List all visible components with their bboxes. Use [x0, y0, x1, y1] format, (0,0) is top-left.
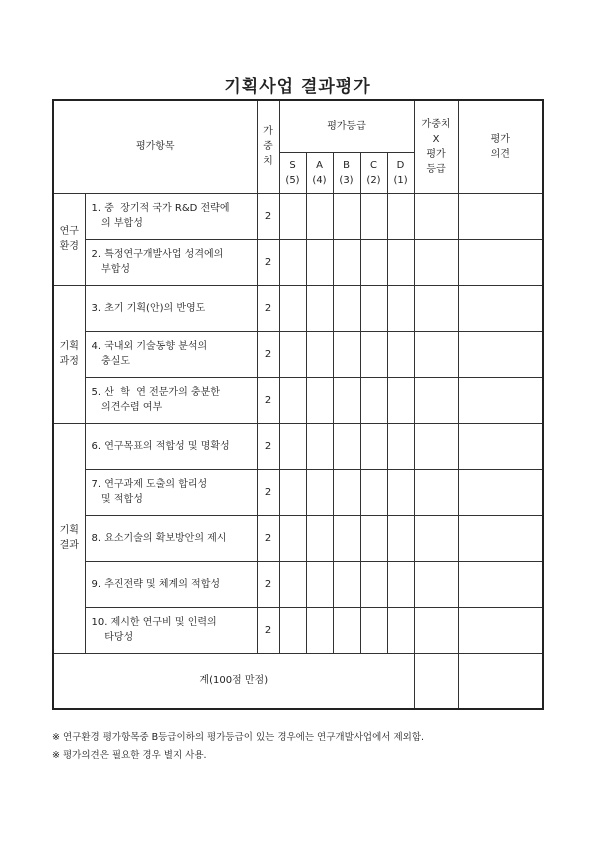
table-row — [53, 607, 543, 653]
weighted-grade-cell[interactable] — [414, 607, 458, 653]
table-row — [53, 515, 543, 561]
grade-cell-c[interactable] — [360, 515, 387, 561]
grade-cell-c[interactable] — [360, 469, 387, 515]
grade-cell-s[interactable] — [279, 607, 306, 653]
grade-cell-d[interactable] — [387, 285, 414, 331]
opinion-cell[interactable] — [458, 561, 543, 607]
header-grade-group: 평가등급 — [279, 100, 414, 152]
total-row — [53, 653, 543, 709]
opinion-cell[interactable] — [458, 193, 543, 239]
table-row — [53, 377, 543, 423]
table-row — [53, 331, 543, 377]
weighted-grade-cell[interactable] — [414, 469, 458, 515]
item-weight: 2 — [257, 607, 279, 653]
grade-cell-d[interactable] — [387, 193, 414, 239]
grade-cell-b[interactable] — [333, 377, 360, 423]
page-title: 기획사업 결과평가 — [224, 77, 371, 97]
weighted-grade-cell[interactable] — [414, 285, 458, 331]
weighted-grade-cell[interactable] — [414, 239, 458, 285]
item-weight: 2 — [257, 423, 279, 469]
total-opinion-cell[interactable] — [458, 653, 543, 709]
footnote: ※ 연구환경 평가항목중 B등급이하의 평가등급이 있는 경우에는 연구개발사업에서 제외함. — [52, 732, 425, 743]
item-label: 9. 추진전략 및 체계의 적합성 — [85, 561, 257, 607]
grade-cell-a[interactable] — [306, 377, 333, 423]
grade-cell-a[interactable] — [306, 193, 333, 239]
weighted-grade-cell[interactable] — [414, 331, 458, 377]
weighted-grade-cell[interactable] — [414, 515, 458, 561]
category-label: 기획 과정 — [53, 285, 85, 423]
item-weight: 2 — [257, 515, 279, 561]
grade-cell-a[interactable] — [306, 469, 333, 515]
table-row — [53, 239, 543, 285]
opinion-cell[interactable] — [458, 239, 543, 285]
category-label: 연구 환경 — [53, 193, 85, 285]
grade-cell-b[interactable] — [333, 469, 360, 515]
item-weight: 2 — [257, 331, 279, 377]
total-weighted-cell[interactable] — [414, 653, 458, 709]
opinion-cell[interactable] — [458, 469, 543, 515]
grade-cell-s[interactable] — [279, 561, 306, 607]
grade-cell-a[interactable] — [306, 561, 333, 607]
opinion-cell[interactable] — [458, 607, 543, 653]
grade-cell-c[interactable] — [360, 239, 387, 285]
grade-cell-c[interactable] — [360, 607, 387, 653]
grade-cell-d[interactable] — [387, 377, 414, 423]
grade-cell-b[interactable] — [333, 423, 360, 469]
header-items: 평가항목 — [53, 100, 257, 193]
table-row — [53, 561, 543, 607]
grade-cell-s[interactable] — [279, 239, 306, 285]
grade-cell-a[interactable] — [306, 423, 333, 469]
header-grade-c: C (2) — [360, 152, 387, 193]
item-label: 8. 요소기술의 확보방안의 제시 — [85, 515, 257, 561]
opinion-cell[interactable] — [458, 285, 543, 331]
grade-cell-b[interactable] — [333, 515, 360, 561]
grade-cell-c[interactable] — [360, 377, 387, 423]
category-label: 기획 결과 — [53, 423, 85, 653]
opinion-cell[interactable] — [458, 423, 543, 469]
grade-cell-c[interactable] — [360, 331, 387, 377]
item-label: 4. 국내외 기술동향 분석의 충실도 — [85, 331, 257, 377]
grade-cell-a[interactable] — [306, 331, 333, 377]
footnote: ※ 평가의견은 필요한 경우 별지 사용. — [52, 750, 207, 761]
opinion-cell[interactable] — [458, 515, 543, 561]
grade-cell-s[interactable] — [279, 193, 306, 239]
grade-cell-d[interactable] — [387, 561, 414, 607]
opinion-cell[interactable] — [458, 331, 543, 377]
grade-cell-d[interactable] — [387, 607, 414, 653]
header-grade-b: B (3) — [333, 152, 360, 193]
grade-cell-a[interactable] — [306, 515, 333, 561]
item-label: 10. 제시한 연구비 및 인력의 타당성 — [85, 607, 257, 653]
grade-cell-b[interactable] — [333, 607, 360, 653]
header-opinion: 평가 의견 — [458, 100, 543, 193]
item-weight: 2 — [257, 239, 279, 285]
grade-cell-d[interactable] — [387, 469, 414, 515]
header-weighted-grade: 가중치 X 평가 등급 — [414, 100, 458, 193]
grade-cell-b[interactable] — [333, 285, 360, 331]
total-label: 계(100점 만점) — [53, 653, 414, 709]
table-row — [53, 193, 543, 239]
grade-cell-a[interactable] — [306, 239, 333, 285]
weighted-grade-cell[interactable] — [414, 377, 458, 423]
evaluation-table — [52, 99, 544, 710]
item-weight: 2 — [257, 193, 279, 239]
grade-cell-d[interactable] — [387, 423, 414, 469]
item-label: 5. 산 학 연 전문가의 충분한 의견수렴 여부 — [85, 377, 257, 423]
item-weight: 2 — [257, 469, 279, 515]
table-row — [53, 285, 543, 331]
grade-cell-b[interactable] — [333, 561, 360, 607]
footnotes — [52, 729, 424, 765]
item-weight: 2 — [257, 377, 279, 423]
item-label: 6. 연구목표의 적합성 및 명확성 — [85, 423, 257, 469]
grade-cell-b[interactable] — [333, 239, 360, 285]
item-label: 7. 연구과제 도출의 합리성 및 적합성 — [85, 469, 257, 515]
weighted-grade-cell[interactable] — [414, 423, 458, 469]
item-label: 3. 초기 기획(안)의 반영도 — [85, 285, 257, 331]
grade-cell-a[interactable] — [306, 285, 333, 331]
grade-cell-s[interactable] — [279, 423, 306, 469]
grade-cell-c[interactable] — [360, 423, 387, 469]
grade-cell-a[interactable] — [306, 607, 333, 653]
header-weight: 가 중 치 — [257, 100, 279, 193]
grade-cell-s[interactable] — [279, 515, 306, 561]
opinion-cell[interactable] — [458, 377, 543, 423]
header-grade-a: A (4) — [306, 152, 333, 193]
grade-cell-c[interactable] — [360, 193, 387, 239]
table-row — [53, 423, 543, 469]
grade-cell-d[interactable] — [387, 239, 414, 285]
grade-cell-s[interactable] — [279, 285, 306, 331]
grade-cell-s[interactable] — [279, 469, 306, 515]
grade-cell-d[interactable] — [387, 515, 414, 561]
grade-cell-s[interactable] — [279, 331, 306, 377]
grade-cell-c[interactable] — [360, 561, 387, 607]
item-label: 1. 중 장기적 국가 R&D 전략에 의 부합성 — [85, 193, 257, 239]
weighted-grade-cell[interactable] — [414, 193, 458, 239]
header-grade-s: S (5) — [279, 152, 306, 193]
grade-cell-b[interactable] — [333, 193, 360, 239]
grade-cell-b[interactable] — [333, 331, 360, 377]
grade-cell-c[interactable] — [360, 285, 387, 331]
header-grade-d: D (1) — [387, 152, 414, 193]
table-row — [53, 469, 543, 515]
item-weight: 2 — [257, 561, 279, 607]
grade-cell-d[interactable] — [387, 331, 414, 377]
weighted-grade-cell[interactable] — [414, 561, 458, 607]
item-label: 2. 특정연구개발사업 성격에의 부합성 — [85, 239, 257, 285]
item-weight: 2 — [257, 285, 279, 331]
grade-cell-s[interactable] — [279, 377, 306, 423]
